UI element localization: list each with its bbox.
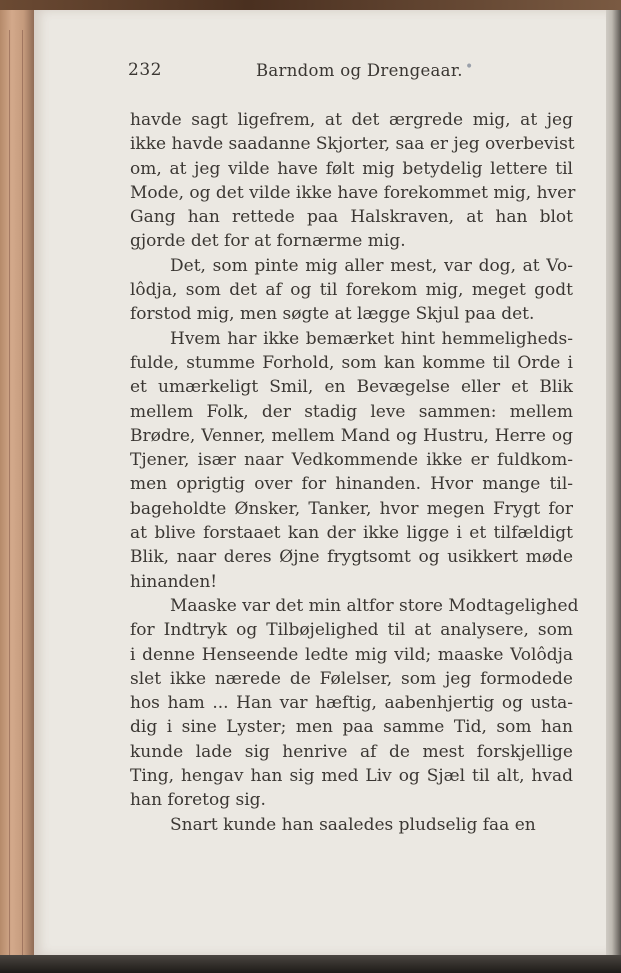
text-line: i denne Henseende ledte mig vild; maaske Volôdja: [130, 644, 573, 665]
text-line: hos ham ... Han var hæftig, aabenhjertig og usta-: [130, 693, 573, 714]
text-line: kunde lade sig henrive af de mest forskjellige: [130, 741, 573, 762]
text-line: Det, som pinte mig aller mest, var dog, at Vo-: [170, 255, 573, 276]
text-line: at blive forstaaet kan der ikke ligge i et tilfældigt: [130, 523, 573, 544]
text-line: Tjener, især naar Vedkommende ikke er fuldkom-: [130, 450, 573, 471]
text-line: et umærkeligt Smil, en Bevægelse eller et Blik: [130, 377, 573, 398]
text-line: fulde, stumme Forhold, som kan komme til Orde i: [130, 352, 573, 373]
header-dot: •: [465, 59, 474, 75]
spine-crease: [22, 30, 23, 960]
text-line: han foretog sig.: [130, 790, 266, 811]
text-line: hinanden!: [130, 571, 218, 592]
text-line: lôdja, som det af og til forekom mig, meget godt: [130, 280, 573, 301]
text-line: havde sagt ligefrem, at det ærgrede mig, at jeg: [130, 110, 573, 130]
body-text: [130, 108, 579, 837]
text-line: mellem Folk, der stadig leve sammen: mellem: [130, 401, 573, 422]
text-line: om, at jeg vilde have følt mig betydelig lettere til: [130, 158, 573, 179]
text-line: men oprigtig over for hinanden. Hvor mange til-: [130, 474, 573, 495]
text-line: Ting, hengav han sig med Liv og Sjæl til alt, hvad: [130, 766, 573, 787]
book-spine: [0, 10, 34, 960]
text-line: ikke havde saadanne Skjorter, saa er jeg overbevist: [130, 134, 575, 155]
text-line: Gang han rettede paa Halskraven, at han blot: [130, 207, 573, 228]
spine-crease: [9, 30, 10, 960]
page-number: 232: [128, 60, 162, 80]
text-line: Brødre, Venner, mellem Mand og Hustru, Herre og: [130, 425, 573, 446]
text-line: Mode, og det vilde ikke have forekommet mig, hver: [130, 182, 576, 203]
text-line: Hvem har ikke bemærket hint hemmeligheds-: [170, 328, 573, 349]
text-line: for Indtryk og Tilbøjelighed til at analysere, som: [130, 620, 573, 641]
running-header: [128, 60, 588, 86]
text-line: Maaske var det min altfor store Modtagelighed: [170, 595, 579, 616]
running-title: Barndom og Drengeaar.: [256, 61, 463, 80]
text-line: gjorde det for at fornærme mig.: [130, 231, 406, 252]
text-line: bageholdte Ønsker, Tanker, hvor megen Frygt for: [130, 498, 573, 519]
text-line: Snart kunde han saaledes pludselig faa en: [170, 814, 536, 835]
text-line: slet ikke nærede de Følelser, som jeg formodede: [130, 668, 573, 689]
text-line: forstod mig, men søgte at lægge Skjul paa det.: [130, 304, 535, 325]
text-line: Blik, naar deres Øjne frygtsomt og usikkert møde: [130, 547, 573, 568]
text-line: dig i sine Lyster; men paa samme Tid, som han: [130, 717, 573, 738]
page-right-edge: [606, 10, 621, 960]
book-bottom-edge: [0, 955, 621, 973]
